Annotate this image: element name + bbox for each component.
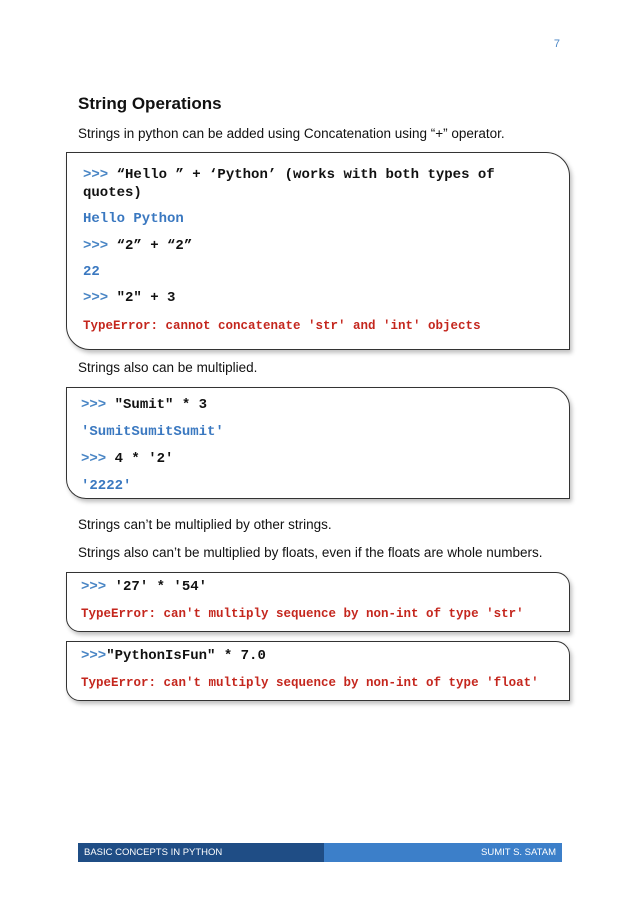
code-command: '27' * '54' bbox=[106, 579, 208, 595]
code-command: "Sumit" * 3 bbox=[106, 397, 208, 413]
code-box-float-multiply-error bbox=[66, 641, 570, 701]
note-paragraph-floats: Strings also can’t be multiplied by floats, even if the floats are whole numbers. bbox=[78, 545, 543, 560]
code-output: '2222' bbox=[81, 478, 132, 494]
footer-author: SUMIT S. SATAM bbox=[324, 843, 562, 862]
code-line-continuation: quotes) bbox=[83, 185, 142, 201]
code-output: 'SumitSumitSumit' bbox=[81, 424, 224, 440]
code-command: 4 * '2' bbox=[106, 451, 174, 467]
code-line bbox=[81, 451, 173, 467]
code-command: "2" + 3 bbox=[108, 290, 176, 306]
code-error: TypeError: can't multiply sequence by non-int of type 'str' bbox=[81, 607, 524, 621]
code-command: “Hello ” + ‘Python’ (works with both types of bbox=[108, 167, 495, 183]
intro-paragraph: Strings in python can be added using Concatenation using “+” operator. bbox=[78, 126, 505, 141]
section-heading: String Operations bbox=[78, 94, 222, 113]
prompt-symbol: >>> bbox=[81, 451, 107, 467]
page-number: 7 bbox=[553, 38, 560, 50]
prompt-symbol: >>> bbox=[83, 167, 109, 183]
code-line bbox=[81, 397, 207, 413]
code-error: TypeError: can't multiply sequence by non-int of type 'float' bbox=[81, 676, 539, 690]
page-footer bbox=[78, 843, 562, 862]
code-command: “2” + “2” bbox=[108, 238, 193, 254]
code-box-concatenation bbox=[66, 152, 570, 350]
code-output: Hello Python bbox=[83, 211, 184, 227]
prompt-symbol: >>> bbox=[83, 290, 109, 306]
prompt-symbol: >>> bbox=[83, 238, 109, 254]
note-paragraph-strings: Strings can’t be multiplied by other strings. bbox=[78, 517, 332, 532]
code-line bbox=[83, 167, 495, 183]
footer-title: BASIC CONCEPTS IN PYTHON bbox=[78, 843, 324, 862]
code-line bbox=[83, 290, 175, 306]
code-output: 22 bbox=[83, 264, 100, 280]
prompt-symbol: >>> bbox=[81, 579, 107, 595]
prompt-symbol: >>> bbox=[81, 648, 107, 664]
code-error: TypeError: cannot concatenate 'str' and 'int' objects bbox=[83, 319, 481, 333]
code-line bbox=[81, 579, 207, 595]
code-box-multiplication bbox=[66, 387, 570, 499]
code-line bbox=[83, 238, 192, 254]
prompt-symbol: >>> bbox=[81, 397, 107, 413]
code-line bbox=[81, 648, 266, 664]
multiply-paragraph: Strings also can be multiplied. bbox=[78, 360, 258, 375]
code-box-string-multiply-error bbox=[66, 572, 570, 632]
code-command: "PythonIsFun" * 7.0 bbox=[106, 648, 266, 664]
